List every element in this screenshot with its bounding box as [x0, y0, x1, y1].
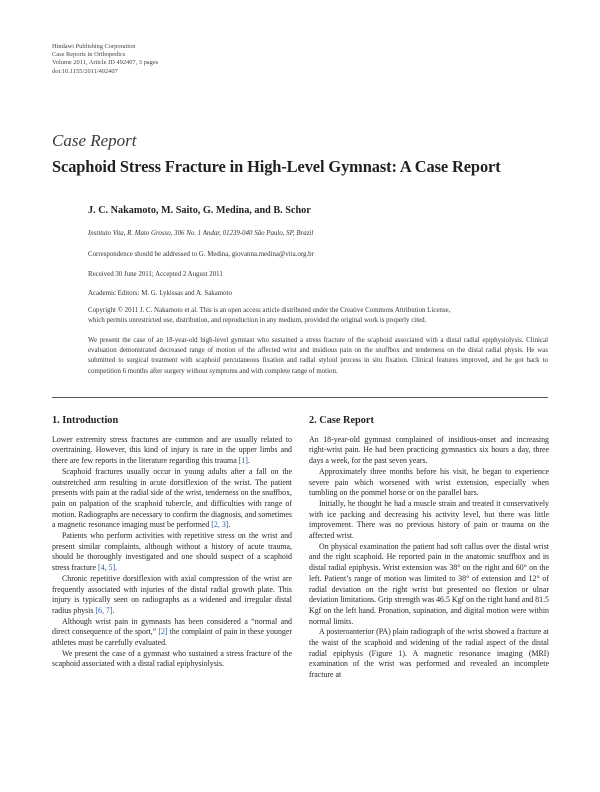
journal-name: Case Reports in Orthopedics	[52, 51, 126, 59]
column-right	[309, 416, 549, 681]
affiliation: Instituto Vita, R. Mato Grosso, 306 No. 1 Andar, 01239-040 São Paulo, SP, Brazil	[88, 230, 314, 237]
paragraph: Lower extremity stress fractures are common and are usually related to overtraining. However, this kind of injury is rare in the upper limbs and there are few reports in the literature regarding this trauma [1].	[52, 434, 292, 466]
citation-link[interactable]: [6, 7]	[95, 605, 113, 615]
correspondence: Correspondence should be addressed to G. Medina, giovanna.medina@vita.org.br	[88, 251, 314, 258]
copyright-line: which permits unrestricted use, distribution, and reproduction in any medium, provided the original work is properly cited.	[88, 317, 427, 324]
paragraph: An 18-year-old gymnast complained of insidious-onset and increasing right-wrist pain. He had been practicing gymnastics six hours a day, three days a week, for the past seven years.	[309, 434, 549, 466]
citation-link[interactable]: [4, 5]	[98, 563, 116, 573]
article-title: Scaphoid Stress Fracture in High-Level Gymnast: A Case Report	[52, 157, 501, 176]
citation-link[interactable]: [2, 3]	[211, 520, 229, 530]
copyright-notice	[88, 306, 548, 326]
abstract: We present the case of an 18-year-old high-level gymnast who sustained a stress fracture of the scaphoid associated with a distal radial epiphysiolysis. Clinical evaluation demonstrated decreased range of motion of the affected wrist and insidious pain on the snuffbox and tenderness on the distal radial physis. He was submitted to surgical treatment with scaphoid percutaneous fixation and radial styloid process in situ fixation. Clinical features improved, and he got back to competition 6 months after surgery without symptoms and with complete range of motion.	[88, 337, 548, 375]
received-dates: Received 30 June 2011; Accepted 2 August 2011	[88, 271, 223, 278]
paragraph: Patients who perform activities with repetitive stress on the wrist and present similar complaints, although without a history of acute trauma, should be thoroughly investigated and one should suspect of a scaphoid stress fracture [4, 5].	[52, 531, 292, 573]
paragraph: Initially, he thought he had a muscle strain and treated it conservatively with ice packing and decreasing his activity level, but there was little improvement. There was no previous history of pain or trauma on the affected wrist.	[309, 498, 549, 541]
citation-link[interactable]: [2]	[158, 627, 168, 637]
section-heading-case-report: 2. Case Report	[309, 415, 374, 426]
section-heading-introduction: 1. Introduction	[52, 415, 119, 426]
paragraph: A posteroanterior (PA) plain radiograph of the wrist showed a fracture at the waist of the scaphoid and widening of the radial aspect of the distal radial epiphysis (Figure 1). A magnetic resonance imaging (MRI) examination of the wrist was performed and revealed an incomplete fracture at	[309, 627, 549, 680]
column-left	[52, 416, 292, 670]
running-header	[52, 43, 158, 76]
volume-info: Volume 2011, Article ID 492407, 3 pages	[52, 59, 159, 67]
article-type: Case Report	[52, 131, 137, 150]
paragraph: Approximately three months before his visit, he began to experience severe pain which worsened with wrist extension, especially when tumbling on the pommel horse or on the parallel bars.	[309, 466, 549, 498]
publisher: Hindawi Publishing Corporation	[52, 43, 136, 50]
section-divider	[52, 397, 548, 398]
paragraph: We present the case of a gymnast who sustained a stress fracture of the scaphoid associated with a distal radial epiphysiolysis.	[52, 648, 292, 669]
doi[interactable]: doi:10.1155/2011/492407	[52, 67, 118, 75]
author-list: J. C. Nakamoto, M. Saito, G. Medina, and B. Schor	[88, 205, 311, 216]
academic-editors: Academic Editors: M. G. Lykissas and A. Sakamoto	[88, 290, 232, 297]
paragraph: Scaphoid fractures usually occur in young adults after a fall on the outstretched arm resulting in acute dorsiflexion of the wrist. The patient presents with pain at the radial side of the wrist, tenderness on the snuffbox, pain on palpation of the scaphoid tubercle, and difficulties with range of motion. Radiographs are necessary to confirm the diagnosis, and sometimes a magnetic resonance imaging must be performed [2, 3].	[52, 466, 292, 530]
paragraph: Chronic repetitive dorsiflexion with axial compression of the wrist are frequently associated with injuries of the distal radial growth plate. This injury is typically seen on radiographs as a widened and irregular distal radius physis [6, 7].	[52, 573, 292, 615]
citation-link[interactable]: [1]	[238, 456, 248, 466]
paragraph: Although wrist pain in gymnasts has been considered a “normal and direct consequence of the sport,” [2] the complaint of pain in these younger athletes must be carefully evaluated.	[52, 616, 292, 648]
copyright-line: Copyright © 2011 J. C. Nakamoto et al. This is an open access article distributed under the Creative Commons Attribution License,	[88, 307, 451, 314]
paragraph: On physical examination the patient had soft callus over the distal wrist and the right scaphoid. He reported pain in the anatomic snuffbox and in distal radial epiphysis. Wrist extension was 38° on the right and 60° on the left. Patient’s range of motion was limited to 38° of extension and 12° of radial deviation on the right wrist but presented no flexion or ulnar deviation limitations. Grip strength was 46.5 Kgf on the right hand and 81.5 Kgf on the left hand. Pronation, supination, and digital motion were within normal limits.	[309, 541, 549, 626]
